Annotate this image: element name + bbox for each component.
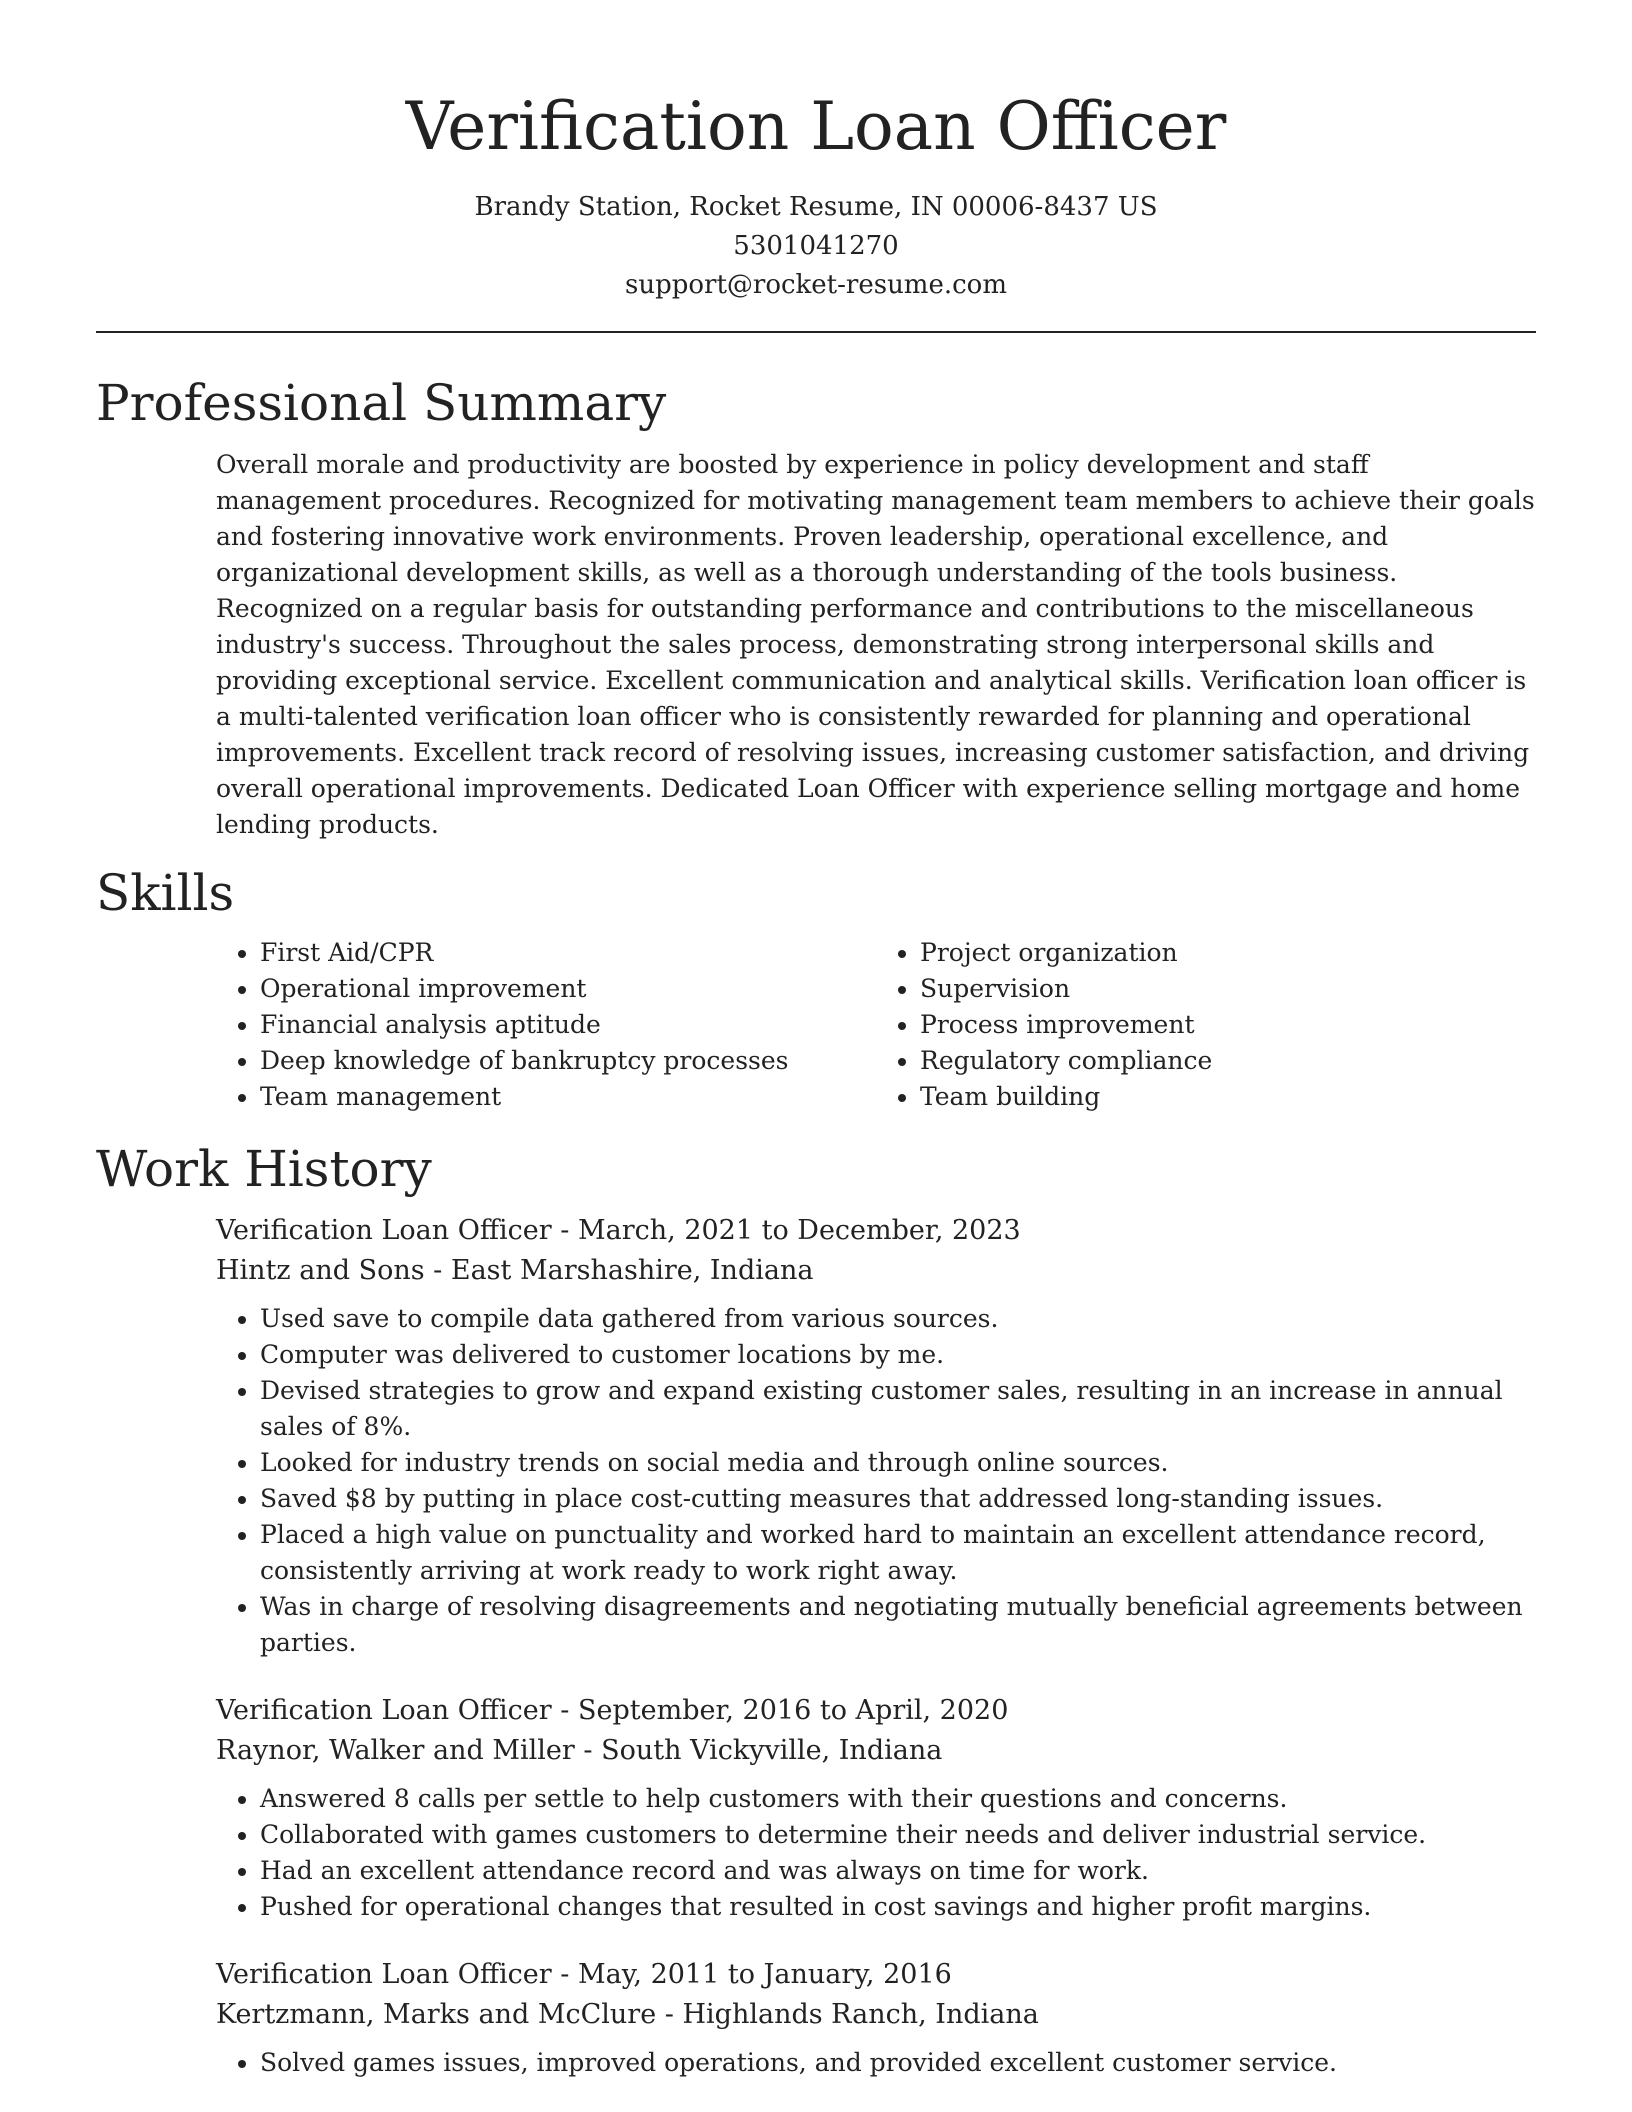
job-bullet: • Answered 8 calls per settle to help customers with their questions and concerns. [260,1781,1536,1817]
job-bullets [216,1781,1536,1925]
job-bullet: • Used save to compile data gathered from various sources. [260,1301,1536,1337]
contact-address: Brandy Station, Rocket Resume, IN 00006-8437 US [474,192,1158,222]
job-bullets [216,2045,1536,2081]
header-divider [96,331,1536,333]
resume-page [96,0,1536,2081]
work-history-heading: Work History [96,1140,432,1198]
job-title: Verification Loan Officer [216,1695,552,1726]
separator: - [551,1959,578,1990]
summary-heading: Professional Summary [96,374,667,432]
skill-item: • Team building [920,1079,1536,1115]
skill-item: • Process improvement [920,1007,1536,1043]
candidate-name: Verification Loan Officer [405,88,1227,165]
separator: - [551,1215,578,1246]
skills-column-left [216,935,876,1115]
job-location: South Vickyville, Indiana [601,1735,943,1766]
job-bullets [216,1301,1536,1661]
skill-item: • Supervision [920,971,1536,1007]
job-location: East Marshashire, Indiana [450,1255,814,1286]
job-title-line [216,1211,1536,1251]
skills-column-right [876,935,1536,1115]
job-bullet: • Solved games issues, improved operations, and provided excellent customer service. [260,2045,1536,2081]
skill-item: • Project organization [920,935,1536,971]
contact-phone: 5301041270 [733,231,899,261]
skill-item: • Regulatory compliance [920,1043,1536,1079]
skill-item: • Financial analysis aptitude [260,1007,876,1043]
job-title: Verification Loan Officer [216,1215,552,1246]
separator: - [551,1695,578,1726]
job-title: Verification Loan Officer [216,1959,552,1990]
skill-item: • Team management [260,1079,876,1115]
skill-item: • First Aid/CPR [260,935,876,971]
job-company: Raynor, Walker and Miller [216,1735,575,1766]
separator: - [574,1735,602,1766]
separator: - [424,1255,451,1286]
skills-heading: Skills [96,864,235,922]
job-bullet: • Had an excellent attendance record and was always on time for work. [260,1853,1536,1889]
job-bullet: • Pushed for operational changes that resulted in cost savings and higher profit margins. [260,1889,1536,1925]
job-dates: May, 2011 to January, 2016 [578,1959,952,1990]
skill-item: • Operational improvement [260,971,876,1007]
contact-block [96,188,1536,305]
job-location: Highlands Ranch, Indiana [682,1999,1039,2030]
job-dates: March, 2021 to December, 2023 [578,1215,1021,1246]
job-entry [216,1211,1536,1661]
job-bullet: • Computer was delivered to customer locations by me. [260,1337,1536,1373]
job-bullet: • Placed a high value on punctuality and worked hard to maintain an excellent attendance record, consistently arriving at work ready to work right away. [260,1517,1536,1589]
job-company-line [216,1731,1536,1771]
job-entry [216,1691,1536,1925]
summary-text: Overall morale and productivity are boosted by experience in policy development and staff management procedures. Recognized for motivating management team members to achieve their goals and fostering innovative work environments. Proven leadership, operational excellence, and organizational development skills, as well as a thorough understanding of the tools business. Recognized on a regular basis for outstanding performance and contributions to the miscellaneous industry's success. Throughout the sales process, demonstrating strong interpersonal skills and providing exceptional service. Excellent communication and analytical skills. Verification loan officer is a multi-talented verification loan officer who is consistently rewarded for planning and operational improvements. Excellent track record of resolving issues, increasing customer satisfaction, and driving overall operational improvements. Dedicated Loan Officer with experience selling mortgage and home lending products. [216,450,1535,839]
skills-list [216,935,1536,1115]
job-entry [216,1955,1536,2081]
job-company-line [216,1251,1536,1291]
job-bullet: • Was in charge of resolving disagreements and negotiating mutually beneficial agreements between parties. [260,1589,1536,1661]
job-bullet: • Looked for industry trends on social media and through online sources. [260,1445,1536,1481]
job-bullet: • Saved $8 by putting in place cost-cutting measures that addressed long-standing issues. [260,1481,1536,1517]
skill-item: • Deep knowledge of bankruptcy processes [260,1043,876,1079]
job-dates: September, 2016 to April, 2020 [578,1695,1009,1726]
job-title-line [216,1691,1536,1731]
separator: - [656,1999,683,2030]
job-title-line [216,1955,1536,1995]
job-company: Kertzmann, Marks and McClure [216,1999,657,2030]
job-company: Hintz and Sons [216,1255,425,1286]
job-bullet: • Collaborated with games customers to determine their needs and deliver industrial service. [260,1817,1536,1853]
contact-email: support@rocket-resume.com [624,270,1007,300]
job-bullet: • Devised strategies to grow and expand existing customer sales, resulting in an increase in annual sales of 8%. [260,1373,1536,1445]
job-company-line [216,1995,1536,2035]
